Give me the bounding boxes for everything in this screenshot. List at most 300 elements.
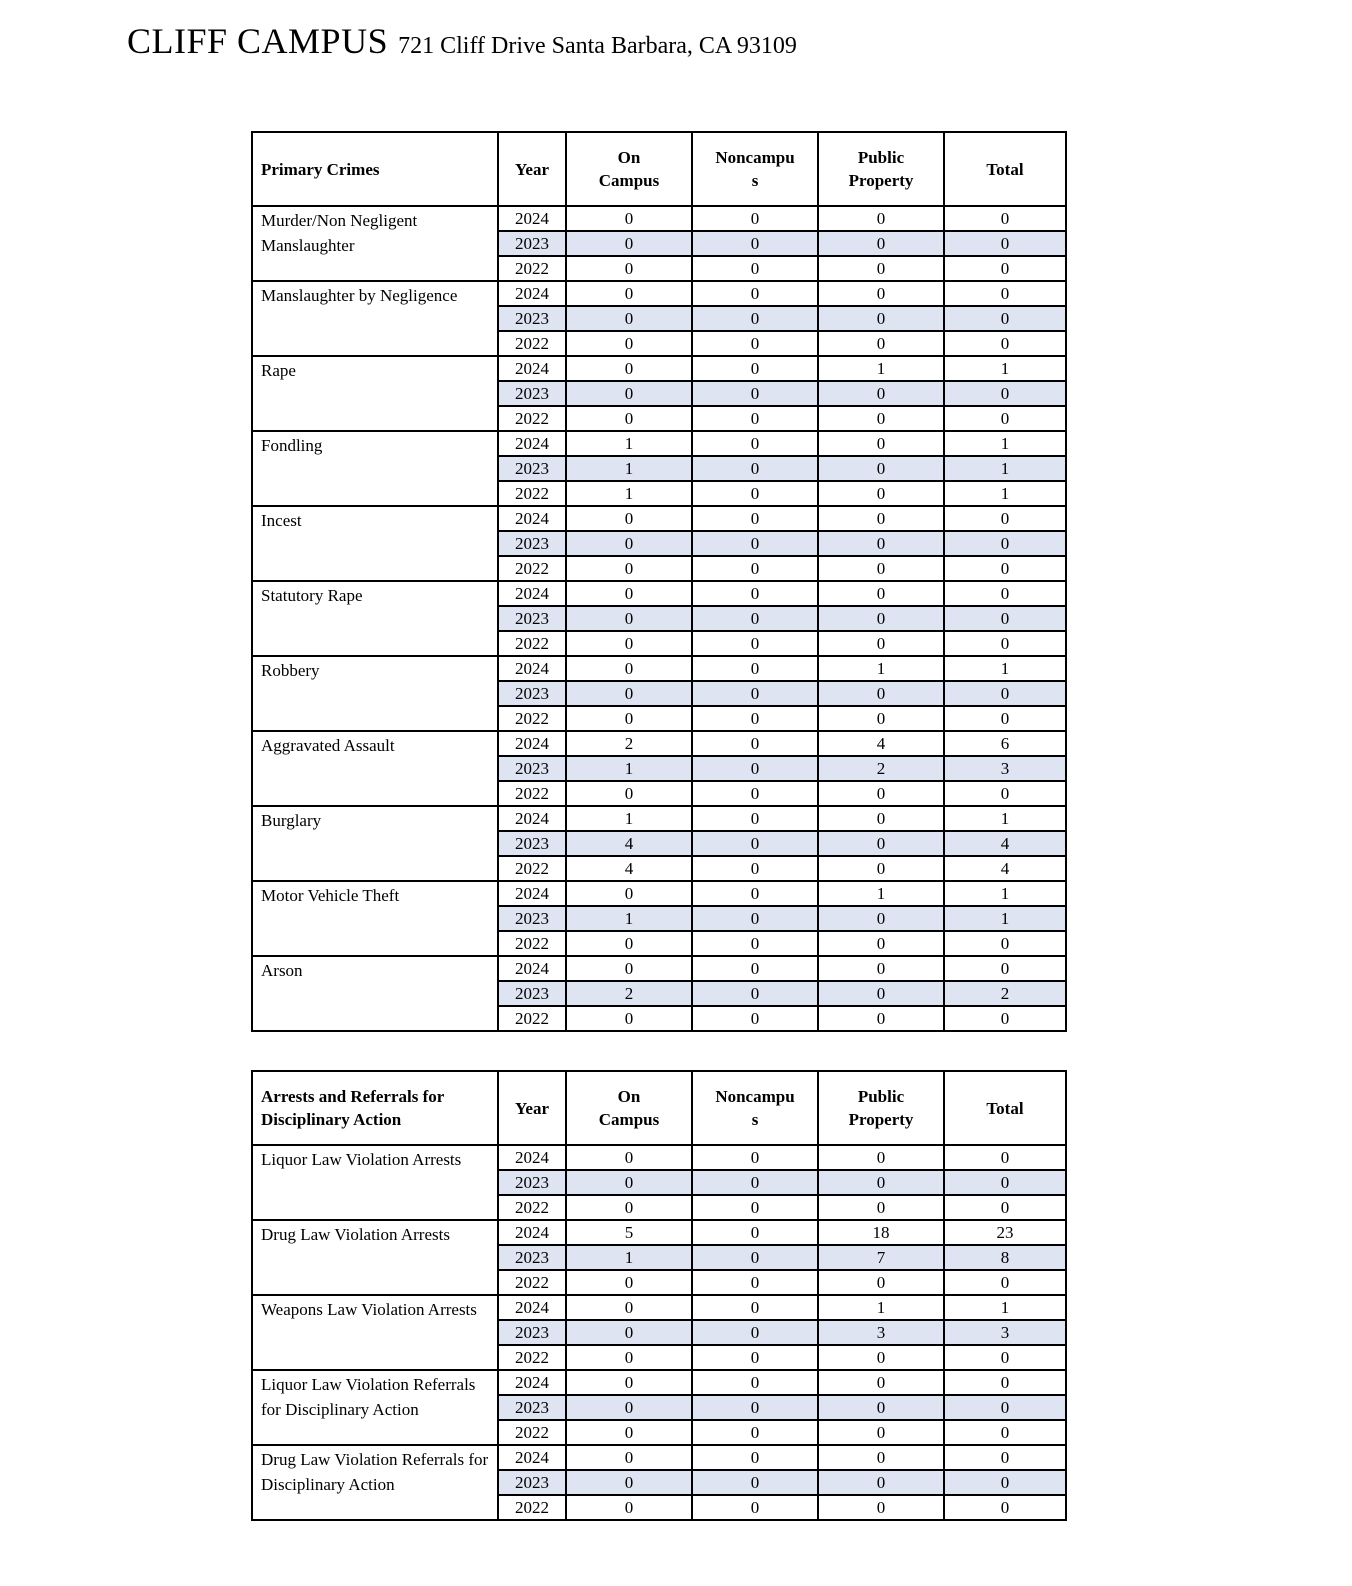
column-header-total: [944, 132, 1066, 206]
year-cell: 2024: [498, 806, 566, 831]
public-property-cell: 1: [818, 1295, 944, 1320]
total-cell: 4: [944, 856, 1066, 881]
public-property-cell: 4: [818, 731, 944, 756]
year-cell: 2024: [498, 356, 566, 381]
year-cell: 2023: [498, 756, 566, 781]
year-cell: 2024: [498, 1445, 566, 1470]
noncampus-cell: 0: [692, 631, 818, 656]
total-cell: 0: [944, 956, 1066, 981]
total-cell: 0: [944, 306, 1066, 331]
year-cell: 2024: [498, 1145, 566, 1170]
on-campus-cell: 1: [566, 906, 692, 931]
year-cell: 2022: [498, 1006, 566, 1031]
column-header-on-campus: [566, 1071, 692, 1145]
on-campus-cell: 0: [566, 1420, 692, 1445]
year-cell: 2024: [498, 731, 566, 756]
on-campus-cell: 0: [566, 681, 692, 706]
year-cell: 2022: [498, 481, 566, 506]
public-property-cell: 0: [818, 1470, 944, 1495]
noncampus-cell: 0: [692, 656, 818, 681]
public-property-cell: 0: [818, 806, 944, 831]
on-campus-cell: 0: [566, 931, 692, 956]
noncampus-cell: 0: [692, 1245, 818, 1270]
data-row: [252, 1145, 1066, 1170]
column-header-label: On Campus: [598, 1087, 660, 1129]
total-cell: 3: [944, 1320, 1066, 1345]
on-campus-cell: 0: [566, 1320, 692, 1345]
total-cell: 0: [944, 1195, 1066, 1220]
data-row: [252, 506, 1066, 531]
noncampus-cell: 0: [692, 231, 818, 256]
year-cell: 2022: [498, 256, 566, 281]
public-property-cell: 0: [818, 1170, 944, 1195]
on-campus-cell: 0: [566, 706, 692, 731]
column-header-label: Total: [986, 1098, 1024, 1118]
column-header-public-property: [818, 132, 944, 206]
total-cell: 2: [944, 981, 1066, 1006]
on-campus-cell: 4: [566, 831, 692, 856]
total-cell: 1: [944, 806, 1066, 831]
on-campus-cell: 1: [566, 456, 692, 481]
on-campus-cell: 0: [566, 781, 692, 806]
column-header-noncampus: [692, 1071, 818, 1145]
data-row: [252, 1370, 1066, 1395]
column-header-category: Primary Crimes: [252, 132, 498, 206]
total-cell: 0: [944, 406, 1066, 431]
total-cell: 0: [944, 631, 1066, 656]
public-property-cell: 0: [818, 256, 944, 281]
total-cell: 0: [944, 606, 1066, 631]
noncampus-cell: 0: [692, 481, 818, 506]
total-cell: 0: [944, 231, 1066, 256]
public-property-cell: 0: [818, 831, 944, 856]
on-campus-cell: 0: [566, 331, 692, 356]
on-campus-cell: 0: [566, 356, 692, 381]
year-cell: 2022: [498, 856, 566, 881]
total-cell: 0: [944, 1420, 1066, 1445]
noncampus-cell: 0: [692, 456, 818, 481]
on-campus-cell: 0: [566, 406, 692, 431]
on-campus-cell: 0: [566, 1270, 692, 1295]
category-cell: Manslaughter by Negligence: [252, 281, 498, 356]
on-campus-cell: 0: [566, 1295, 692, 1320]
noncampus-cell: 0: [692, 681, 818, 706]
on-campus-cell: 0: [566, 1370, 692, 1395]
column-header-year: [498, 132, 566, 206]
on-campus-cell: 0: [566, 506, 692, 531]
column-header-label: Noncampus: [715, 1087, 795, 1129]
noncampus-cell: 0: [692, 506, 818, 531]
public-property-cell: 3: [818, 1320, 944, 1345]
total-cell: 0: [944, 706, 1066, 731]
public-property-cell: 1: [818, 356, 944, 381]
page-title: [127, 20, 797, 62]
total-cell: 0: [944, 206, 1066, 231]
column-header-label: Year: [515, 1098, 549, 1118]
noncampus-cell: 0: [692, 781, 818, 806]
noncampus-cell: 0: [692, 1320, 818, 1345]
on-campus-cell: 0: [566, 1145, 692, 1170]
arrests-referrals-table: [251, 1070, 1067, 1521]
total-cell: 0: [944, 1470, 1066, 1495]
on-campus-cell: 0: [566, 1445, 692, 1470]
total-cell: 0: [944, 1370, 1066, 1395]
category-cell: Incest: [252, 506, 498, 581]
on-campus-cell: 0: [566, 556, 692, 581]
public-property-cell: 0: [818, 931, 944, 956]
noncampus-cell: 0: [692, 531, 818, 556]
noncampus-cell: 0: [692, 1295, 818, 1320]
public-property-cell: 0: [818, 531, 944, 556]
category-cell: Motor Vehicle Theft: [252, 881, 498, 956]
on-campus-cell: 0: [566, 281, 692, 306]
column-header-label: Public Property: [848, 148, 914, 190]
year-cell: 2024: [498, 881, 566, 906]
on-campus-cell: 0: [566, 1395, 692, 1420]
public-property-cell: 1: [818, 656, 944, 681]
year-cell: 2022: [498, 1345, 566, 1370]
noncampus-cell: 0: [692, 581, 818, 606]
noncampus-cell: 0: [692, 1345, 818, 1370]
campus-name: CLIFF CAMPUS: [127, 21, 389, 61]
on-campus-cell: 0: [566, 1345, 692, 1370]
column-header-total: [944, 1071, 1066, 1145]
column-header-label: Total: [986, 159, 1024, 179]
public-property-cell: 0: [818, 906, 944, 931]
noncampus-cell: 0: [692, 731, 818, 756]
category-cell: Rape: [252, 356, 498, 431]
category-cell: Liquor Law Violation Referrals for Disciplinary Action: [252, 1370, 498, 1445]
public-property-cell: 0: [818, 631, 944, 656]
year-cell: 2023: [498, 1245, 566, 1270]
on-campus-cell: 2: [566, 731, 692, 756]
on-campus-cell: 0: [566, 656, 692, 681]
on-campus-cell: 0: [566, 881, 692, 906]
year-cell: 2022: [498, 1420, 566, 1445]
data-row: [252, 581, 1066, 606]
header-row: [252, 1071, 1066, 1145]
category-cell: Murder/Non Negligent Manslaughter: [252, 206, 498, 281]
on-campus-cell: 0: [566, 1495, 692, 1520]
data-row: [252, 1295, 1066, 1320]
total-cell: 8: [944, 1245, 1066, 1270]
on-campus-cell: 2: [566, 981, 692, 1006]
noncampus-cell: 0: [692, 881, 818, 906]
public-property-cell: 7: [818, 1245, 944, 1270]
public-property-cell: 0: [818, 1395, 944, 1420]
on-campus-cell: 0: [566, 631, 692, 656]
noncampus-cell: 0: [692, 1270, 818, 1295]
total-cell: 0: [944, 256, 1066, 281]
total-cell: 0: [944, 381, 1066, 406]
noncampus-cell: 0: [692, 406, 818, 431]
on-campus-cell: 1: [566, 431, 692, 456]
noncampus-cell: 0: [692, 256, 818, 281]
public-property-cell: 0: [818, 956, 944, 981]
public-property-cell: 0: [818, 231, 944, 256]
noncampus-cell: 0: [692, 1220, 818, 1245]
year-cell: 2023: [498, 831, 566, 856]
year-cell: 2023: [498, 531, 566, 556]
noncampus-cell: 0: [692, 606, 818, 631]
total-cell: 23: [944, 1220, 1066, 1245]
data-row: [252, 806, 1066, 831]
total-cell: 0: [944, 331, 1066, 356]
on-campus-cell: 1: [566, 481, 692, 506]
public-property-cell: 0: [818, 1495, 944, 1520]
column-header-label: Noncampus: [715, 148, 795, 190]
data-row: [252, 431, 1066, 456]
total-cell: 1: [944, 881, 1066, 906]
year-cell: 2023: [498, 231, 566, 256]
category-cell: Liquor Law Violation Arrests: [252, 1145, 498, 1220]
noncampus-cell: 0: [692, 931, 818, 956]
year-cell: 2022: [498, 331, 566, 356]
total-cell: 1: [944, 356, 1066, 381]
year-cell: 2024: [498, 431, 566, 456]
noncampus-cell: 0: [692, 756, 818, 781]
total-cell: 1: [944, 1295, 1066, 1320]
public-property-cell: 0: [818, 556, 944, 581]
year-cell: 2023: [498, 906, 566, 931]
noncampus-cell: 0: [692, 306, 818, 331]
total-cell: 0: [944, 506, 1066, 531]
total-cell: 0: [944, 531, 1066, 556]
total-cell: 1: [944, 906, 1066, 931]
year-cell: 2023: [498, 306, 566, 331]
total-cell: 6: [944, 731, 1066, 756]
public-property-cell: 0: [818, 1420, 944, 1445]
noncampus-cell: 0: [692, 431, 818, 456]
data-row: [252, 956, 1066, 981]
noncampus-cell: 0: [692, 706, 818, 731]
category-cell: Statutory Rape: [252, 581, 498, 656]
total-cell: 0: [944, 1495, 1066, 1520]
noncampus-cell: 0: [692, 381, 818, 406]
year-cell: 2023: [498, 1320, 566, 1345]
on-campus-cell: 0: [566, 531, 692, 556]
noncampus-cell: 0: [692, 1170, 818, 1195]
public-property-cell: 0: [818, 306, 944, 331]
year-cell: 2024: [498, 281, 566, 306]
year-cell: 2022: [498, 1195, 566, 1220]
noncampus-cell: 0: [692, 206, 818, 231]
column-header-public-property: [818, 1071, 944, 1145]
noncampus-cell: 0: [692, 1445, 818, 1470]
year-cell: 2024: [498, 581, 566, 606]
public-property-cell: 2: [818, 756, 944, 781]
year-cell: 2024: [498, 656, 566, 681]
year-cell: 2024: [498, 506, 566, 531]
on-campus-cell: 0: [566, 956, 692, 981]
public-property-cell: 0: [818, 331, 944, 356]
total-cell: 0: [944, 581, 1066, 606]
total-cell: 1: [944, 431, 1066, 456]
year-cell: 2024: [498, 206, 566, 231]
public-property-cell: 0: [818, 456, 944, 481]
public-property-cell: 0: [818, 506, 944, 531]
on-campus-cell: 0: [566, 206, 692, 231]
noncampus-cell: 0: [692, 331, 818, 356]
public-property-cell: 18: [818, 1220, 944, 1245]
year-cell: 2023: [498, 606, 566, 631]
category-cell: Drug Law Violation Referrals for Disciplinary Action: [252, 1445, 498, 1520]
category-cell: Robbery: [252, 656, 498, 731]
public-property-cell: 0: [818, 606, 944, 631]
public-property-cell: 0: [818, 1270, 944, 1295]
on-campus-cell: 5: [566, 1220, 692, 1245]
public-property-cell: 0: [818, 1370, 944, 1395]
public-property-cell: 0: [818, 381, 944, 406]
total-cell: 0: [944, 1270, 1066, 1295]
total-cell: 1: [944, 656, 1066, 681]
year-cell: 2024: [498, 1220, 566, 1245]
column-header-noncampus: [692, 132, 818, 206]
year-cell: 2023: [498, 381, 566, 406]
column-header-on-campus: [566, 132, 692, 206]
total-cell: 0: [944, 1445, 1066, 1470]
header-row: [252, 132, 1066, 206]
year-cell: 2023: [498, 456, 566, 481]
public-property-cell: 0: [818, 781, 944, 806]
data-row: [252, 656, 1066, 681]
column-header-label: On Campus: [598, 148, 660, 190]
noncampus-cell: 0: [692, 1495, 818, 1520]
public-property-cell: 0: [818, 706, 944, 731]
noncampus-cell: 0: [692, 556, 818, 581]
on-campus-cell: 0: [566, 606, 692, 631]
category-cell: Burglary: [252, 806, 498, 881]
noncampus-cell: 0: [692, 831, 818, 856]
total-cell: 0: [944, 1006, 1066, 1031]
public-property-cell: 0: [818, 1445, 944, 1470]
data-row: [252, 731, 1066, 756]
year-cell: 2022: [498, 556, 566, 581]
year-cell: 2023: [498, 981, 566, 1006]
data-row: [252, 206, 1066, 231]
column-header-category: Arrests and Referrals for Disciplinary Action: [252, 1071, 498, 1145]
total-cell: 0: [944, 1345, 1066, 1370]
total-cell: 0: [944, 1170, 1066, 1195]
public-property-cell: 0: [818, 206, 944, 231]
total-cell: 0: [944, 556, 1066, 581]
category-cell: Arson: [252, 956, 498, 1031]
year-cell: 2022: [498, 931, 566, 956]
data-row: [252, 1445, 1066, 1470]
on-campus-cell: 1: [566, 756, 692, 781]
column-header-year: [498, 1071, 566, 1145]
year-cell: 2023: [498, 1470, 566, 1495]
total-cell: 0: [944, 281, 1066, 306]
public-property-cell: 0: [818, 431, 944, 456]
on-campus-cell: 0: [566, 1170, 692, 1195]
noncampus-cell: 0: [692, 1195, 818, 1220]
public-property-cell: 0: [818, 406, 944, 431]
on-campus-cell: 0: [566, 1006, 692, 1031]
data-row: [252, 356, 1066, 381]
year-cell: 2023: [498, 1395, 566, 1420]
on-campus-cell: 1: [566, 806, 692, 831]
public-property-cell: 0: [818, 1006, 944, 1031]
data-row: [252, 881, 1066, 906]
public-property-cell: 0: [818, 856, 944, 881]
on-campus-cell: 0: [566, 1470, 692, 1495]
year-cell: 2024: [498, 956, 566, 981]
noncampus-cell: 0: [692, 806, 818, 831]
data-row: [252, 1220, 1066, 1245]
year-cell: 2024: [498, 1295, 566, 1320]
category-cell: Aggravated Assault: [252, 731, 498, 806]
noncampus-cell: 0: [692, 1145, 818, 1170]
noncampus-cell: 0: [692, 281, 818, 306]
year-cell: 2024: [498, 1370, 566, 1395]
on-campus-cell: 0: [566, 581, 692, 606]
noncampus-cell: 0: [692, 1006, 818, 1031]
public-property-cell: 0: [818, 1145, 944, 1170]
column-header-label: Year: [515, 159, 549, 179]
noncampus-cell: 0: [692, 856, 818, 881]
public-property-cell: 0: [818, 481, 944, 506]
public-property-cell: 0: [818, 581, 944, 606]
public-property-cell: 0: [818, 1195, 944, 1220]
total-cell: 1: [944, 456, 1066, 481]
on-campus-cell: 0: [566, 306, 692, 331]
noncampus-cell: 0: [692, 1470, 818, 1495]
campus-address: 721 Cliff Drive Santa Barbara, CA 93109: [398, 33, 797, 59]
total-cell: 0: [944, 1145, 1066, 1170]
category-cell: Fondling: [252, 431, 498, 506]
noncampus-cell: 0: [692, 1395, 818, 1420]
noncampus-cell: 0: [692, 906, 818, 931]
year-cell: 2022: [498, 406, 566, 431]
total-cell: 1: [944, 481, 1066, 506]
total-cell: 3: [944, 756, 1066, 781]
on-campus-cell: 0: [566, 231, 692, 256]
noncampus-cell: 0: [692, 1370, 818, 1395]
year-cell: 2022: [498, 706, 566, 731]
public-property-cell: 0: [818, 981, 944, 1006]
noncampus-cell: 0: [692, 1420, 818, 1445]
on-campus-cell: 0: [566, 1195, 692, 1220]
year-cell: 2022: [498, 781, 566, 806]
public-property-cell: 0: [818, 681, 944, 706]
column-header-label: Public Property: [848, 1087, 914, 1129]
year-cell: 2023: [498, 1170, 566, 1195]
on-campus-cell: 1: [566, 1245, 692, 1270]
on-campus-cell: 0: [566, 256, 692, 281]
category-cell: Drug Law Violation Arrests: [252, 1220, 498, 1295]
noncampus-cell: 0: [692, 956, 818, 981]
year-cell: 2023: [498, 681, 566, 706]
total-cell: 0: [944, 931, 1066, 956]
total-cell: 4: [944, 831, 1066, 856]
noncampus-cell: 0: [692, 356, 818, 381]
public-property-cell: 1: [818, 881, 944, 906]
year-cell: 2022: [498, 631, 566, 656]
primary-crimes-table: [251, 131, 1067, 1032]
on-campus-cell: 4: [566, 856, 692, 881]
year-cell: 2022: [498, 1495, 566, 1520]
total-cell: 0: [944, 681, 1066, 706]
noncampus-cell: 0: [692, 981, 818, 1006]
on-campus-cell: 0: [566, 381, 692, 406]
total-cell: 0: [944, 781, 1066, 806]
category-cell: Weapons Law Violation Arrests: [252, 1295, 498, 1370]
year-cell: 2022: [498, 1270, 566, 1295]
public-property-cell: 0: [818, 1345, 944, 1370]
data-row: [252, 281, 1066, 306]
public-property-cell: 0: [818, 281, 944, 306]
